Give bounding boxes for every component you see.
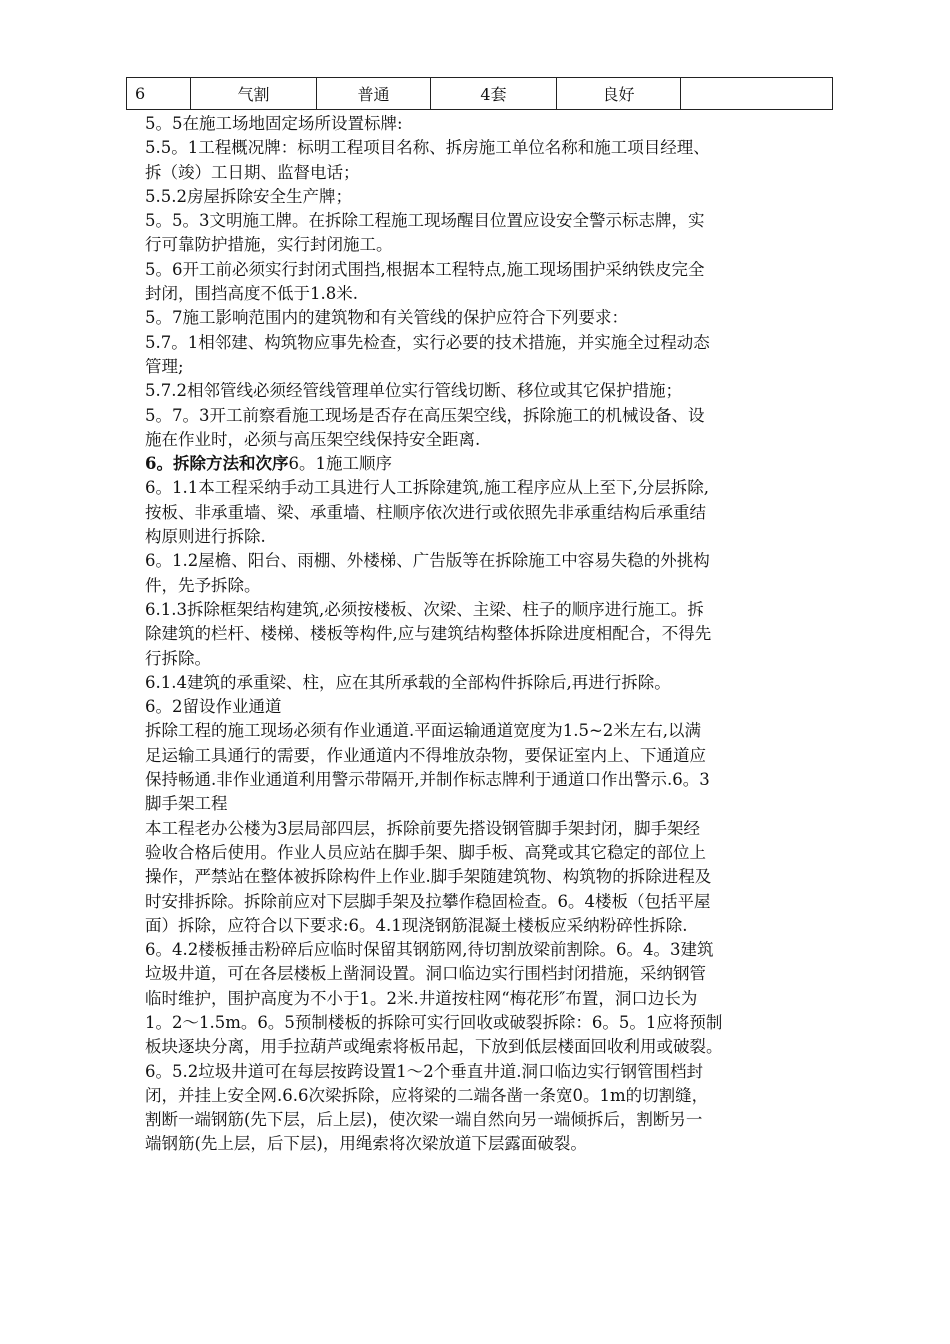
- text-line: 5.7.2相邻管线必须经管线管理单位实行管线切断、移位或其它保护措施；: [145, 381, 682, 401]
- text-line: 5.5.2房屋拆除安全生产牌；: [145, 186, 352, 206]
- text-line: 割断一端钢筋(先下层，后上层)，使次梁一端自然向另一端倾拆后，割断另一: [145, 1110, 703, 1130]
- text-line: 1。2～1.5m。6。5预制楼板的拆除可实行回收或破裂拆除：6。5。1应将预制: [145, 1012, 723, 1032]
- text-line: 5.7。1相邻建、构筑物应事先检查，实行必要的技术措施，并实施全过程动态: [145, 332, 710, 352]
- text-line: 行拆除。: [145, 648, 211, 668]
- text-line: 本工程老办公楼为3层局部四层，拆除前要先搭设钢管脚手架封闭，脚手架经: [145, 818, 700, 838]
- table-cell-remark: [681, 78, 833, 110]
- text-line: 操作，严禁站在整体被拆除构件上作业.脚手架随建筑物、构筑物的拆除进程及: [145, 867, 712, 887]
- text-line: 施在作业时，必须与高压架空线保持安全距离.: [145, 429, 481, 449]
- table-cell-equipment: 气割: [191, 78, 317, 110]
- text-line: 6。1.2屋檐、阳台、雨棚、外楼梯、广告版等在拆除施工中容易失稳的外挑构: [145, 551, 710, 571]
- text-line: 板块逐块分离，用手拉葫芦或绳索将板吊起，下放到低层楼面回收利用或破裂。: [145, 1037, 723, 1057]
- text-line: 垃圾井道，可在各层楼板上凿洞设置。洞口临边实行围档封闭措施，采纳钢管: [145, 964, 706, 984]
- text-line: 5。7施工影响范围内的建筑物和有关管线的保护应符合下列要求：: [145, 308, 628, 328]
- text-line: 脚手架工程: [145, 794, 228, 814]
- text-line: 构原则进行拆除.: [145, 527, 266, 547]
- text-line: 除建筑的栏杆、楼梯、楼板等构件,应与建筑结构整体拆除进度相配合，不得先: [145, 624, 712, 644]
- table-cell-condition: 良好: [557, 78, 681, 110]
- text-line: 行可靠防护措施，实行封闭施工。: [145, 235, 393, 255]
- text-line: 拆（竣）工日期、监督电话；: [145, 162, 360, 182]
- text-line: 面）拆除，应符合以下要求:6。4.1现浇钢筋混凝土楼板应采纳粉碎性拆除.: [145, 915, 688, 935]
- text-line: 6.1.4建筑的承重梁、柱，应在其所承载的全部构件拆除后,再进行拆除。: [145, 672, 671, 692]
- text-line: 闭，并挂上安全网.6.6次梁拆除，应将梁的二端各凿一条宽0。1m的切割缝，: [145, 1085, 709, 1105]
- body-text: [145, 112, 825, 1157]
- text-line: 5。7。3开工前察看施工现场是否存在高压架空线，拆除施工的机械设备、设: [145, 405, 705, 425]
- text-line: 管理;: [145, 356, 184, 376]
- text-line: 5.5。1工程概况牌：标明工程项目名称、拆房施工单位名称和施工项目经理、: [145, 138, 710, 158]
- subsection-title: 6。1施工顺序: [288, 454, 392, 474]
- text-line: 按板、非承重墙、梁、承重墙、柱顺序依次进行或依照先非承重结构后承重结: [145, 502, 706, 522]
- text-line: 5。6开工前必须实行封闭式围挡,根据本工程特点,施工现场围护采纳铁皮完全: [145, 259, 705, 279]
- text-line: 时安排拆除。拆除前应对下层脚手架及拉攀作稳固检查。6。4楼板（包括平屋: [145, 891, 711, 911]
- text-line: 5。5。3文明施工牌。在拆除工程施工现场醒目位置应设安全警示标志牌，实: [145, 211, 705, 231]
- text-line: 6。5.2垃圾井道可在每层按跨设置1～2个垂直井道.洞口临边实行钢管围档封: [145, 1061, 703, 1081]
- text-line: 5。5在施工场地固定场所设置标牌:: [145, 114, 403, 133]
- text-line: 6。1.1本工程采纳手动工具进行人工拆除建筑,施工程序应从上至下,分层拆除,: [145, 478, 709, 498]
- text-line: 6。2留设作业通道: [145, 697, 282, 717]
- table-row: [127, 78, 833, 110]
- text-line: 6。4.2楼板捶击粉碎后应临时保留其钢筋网,待切割放梁前割除。6。4。3建筑: [145, 940, 714, 960]
- text-line: 保持畅通.非作业通道利用警示带隔开,并制作标志牌利于通道口作出警示.6。3: [145, 770, 710, 790]
- text-line: 临时维护，围护高度为不小于1。2米.井道按柱网“梅花形″布置，洞口边长为: [145, 988, 698, 1008]
- text-line: 足运输工具通行的需要，作业通道内不得堆放杂物，要保证室内上、下通道应: [145, 745, 706, 765]
- text-line: 封闭，围挡高度不低于1.8米.: [145, 284, 358, 304]
- text-line: 端钢筋(先上层，后下层)，用绳索将次梁放道下层露面破裂。: [145, 1134, 587, 1154]
- table-cell-quantity: 4套: [431, 78, 557, 110]
- table-cell-type: 普通: [317, 78, 431, 110]
- text-line: 件，先予拆除。: [145, 575, 261, 595]
- text-line: 验收合格后使用。作业人员应站在脚手架、脚手板、高凳或其它稳定的部位上: [145, 842, 706, 862]
- equipment-table: [126, 77, 833, 110]
- table-cell-index: 6: [127, 78, 191, 110]
- text-line: 拆除工程的施工现场必须有作业通道.平面运输通道宽度为1.5~2米左右,以满: [145, 721, 702, 741]
- text-line: 6.1.3拆除框架结构建筑,必须按楼板、次梁、主梁、柱子的顺序进行施工。拆: [145, 599, 704, 619]
- section-heading: 6。拆除方法和次序: [145, 454, 289, 474]
- section-heading-line: [145, 452, 825, 476]
